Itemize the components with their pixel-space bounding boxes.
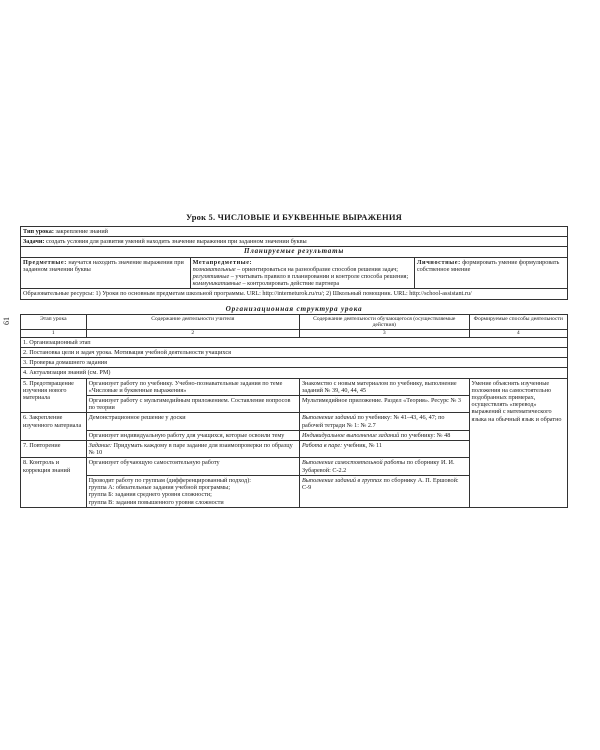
- stage-5-student-1: Знакомство с новым материалом по учебнику, выполнение заданий № 39, 40, 44, 45: [299, 378, 469, 395]
- stage-3: 3. Проверка домашнего задания: [21, 358, 568, 368]
- stage-6-student-2-label: Индивидуальное выполнение заданий: [301, 431, 400, 439]
- tasks-row: [21, 237, 568, 247]
- competency: Умение объяснять изученные положения на самостоятельно подобранных примерах, осуществлять «перевод» выражений с математического языка на обычный язык и обратно: [469, 378, 567, 507]
- stage-row: [21, 348, 568, 358]
- personal-label: Личностные:: [416, 258, 461, 266]
- lesson-sheet: [20, 212, 568, 508]
- stage-6-student-2-value: по учебнику: № 48: [400, 431, 451, 439]
- stage-8-student-2-value: по сборнику А. П. Ершовой: С-9: [301, 476, 459, 492]
- personal-value: формировать умение формулировать собственное мнение: [416, 258, 560, 273]
- stage-6-student-1: [299, 413, 469, 430]
- lesson-type-row: [21, 227, 568, 237]
- stage-6-student-1-value: по учебнику: № 41–43, 46, 47; по рабочей тетради № 1: № 2.7: [301, 414, 445, 429]
- column-number: 1: [21, 330, 87, 337]
- stage-8-teacher-1: Организует обучающую самостоятельную работу: [86, 458, 299, 475]
- lesson-type-value: закрепление знаний: [55, 228, 108, 235]
- header-stage: Этап урока: [21, 314, 87, 330]
- resources: Образовательные ресурсы: 1) Уроки по основным предметам школьной программы. URL: http://interneturok.ru/ru/; 2) Школьный помощник. URL: http://school-assistant.ru/: [21, 289, 568, 299]
- page-number: 61: [2, 317, 11, 325]
- stage-8-student-2-label: Выполнение заданий в группах: [301, 476, 382, 484]
- stage-8-student-1: [299, 458, 469, 475]
- subject-results: [21, 257, 191, 289]
- stage-8-name: 8. Контроль и коррекция знаний: [21, 458, 87, 507]
- header-row: [21, 314, 568, 330]
- lesson-title: Урок 5. ЧИСЛОВЫЕ И БУКВЕННЫЕ ВЫРАЖЕНИЯ: [185, 212, 403, 222]
- stage-8-group-b: группа Б: задания среднего уровня сложности;: [88, 491, 212, 499]
- personal-results: [414, 257, 567, 289]
- stage-2: 2. Постановка цели и задач урока. Мотивация учебной деятельности учащихся: [21, 348, 568, 358]
- stage-8-teacher-2-intro: Проводит работу по группам (дифференцированный подход):: [88, 476, 251, 484]
- header-teacher: Содержание деятельности учителя: [86, 314, 299, 330]
- stage-6-student-2: [299, 430, 469, 440]
- header-student: Содержание деятельности обучающегося (осуществляемые действия): [299, 314, 469, 330]
- stage-5-student-2: Мультимедийное приложение. Раздел «Теория». Ресурс № 3: [299, 396, 469, 413]
- stage-row: [21, 358, 568, 368]
- structure-title: Организационная структура урока: [225, 304, 363, 313]
- meta-label: Метапредметные:: [192, 258, 253, 266]
- cognitive-value: – ориентироваться на разнообразие способов решения задач;: [237, 265, 398, 273]
- meta-results: [190, 257, 414, 289]
- stage-6-teacher-1: Демонстрационное решение у доски: [86, 413, 299, 430]
- stage-7-student-value: учебник, № 11: [343, 442, 383, 450]
- stage-7-teacher: [86, 441, 299, 458]
- stage-6-student-1-label: Выполнение заданий: [301, 414, 356, 422]
- stage-row: [21, 368, 568, 378]
- stage-5-teacher-1: Организует работу по учебнику. Учебно-познавательные задания по теме «Числовые и буквенные выражения»: [86, 378, 299, 395]
- stage-5-name: 5. Предотвращение изучения нового материала: [21, 378, 87, 413]
- tasks-label: Задачи:: [23, 238, 45, 246]
- stage-8-student-2: [299, 475, 469, 507]
- stage-5-row-1: [21, 378, 568, 395]
- stage-6-teacher-2: Организует индивидуальную работу для учащихся, которые освоили тему: [86, 430, 299, 440]
- structure-table: [20, 314, 568, 508]
- number-row: [21, 330, 568, 337]
- stage-5-teacher-2: Организует работу с мультимедийным приложением. Составление вопросов по теории: [86, 396, 299, 413]
- stage-8-student-1-value: по сборнику И. И. Зубаревой: С-2.2: [301, 459, 455, 474]
- stage-7-student: [299, 441, 469, 458]
- column-number: 2: [86, 330, 299, 337]
- regulative-value: – учитывать правило в планировании и контроле способа решения;: [230, 273, 409, 281]
- resources-row: [21, 289, 568, 299]
- cognitive-label: познавательные: [192, 265, 236, 273]
- stage-row: [21, 337, 568, 347]
- tasks-value: создать условия для развития умений находить значение выражения при заданном значении буквы: [46, 238, 307, 246]
- results-title-row: [21, 247, 568, 257]
- stage-8-student-1-label: Выполнение самостоятельной работы: [301, 459, 406, 467]
- stage-7-name: 7. Повторение: [21, 441, 87, 458]
- stage-6-name: 6. Закрепление изученного материала: [21, 413, 87, 441]
- results-title: Планируемые результаты: [21, 247, 568, 257]
- stage-7-teacher-label: Задание:: [88, 442, 112, 450]
- column-number: 4: [469, 330, 567, 337]
- communicative-label: коммуникативные: [192, 280, 241, 288]
- subject-label: Предметные:: [23, 258, 67, 266]
- column-number: 3: [299, 330, 469, 337]
- stage-7-student-label: Работа в паре:: [301, 442, 343, 450]
- lesson-info-table: [20, 226, 568, 300]
- results-row: [21, 257, 568, 289]
- stage-8-teacher-2: [86, 475, 299, 507]
- communicative-value: – контролировать действие партнера: [242, 280, 340, 288]
- lesson-type-label: Тип урока:: [23, 228, 54, 235]
- stage-8-group-c: группа В: задания повышенного уровня сложности: [88, 498, 224, 506]
- stage-4: 4. Актуализация знаний (см. РМ): [21, 368, 568, 378]
- stage-1: 1. Организационный этап: [21, 337, 568, 347]
- stage-8-group-a: группа А: обязательные задания учебной программы;: [88, 484, 231, 492]
- stage-7-teacher-value: Придумать каждому в паре задание для взаимопроверки по образцу № 10: [88, 442, 293, 457]
- regulative-label: регулятивные: [192, 273, 230, 281]
- subject-value: научатся находить значение выражения при заданном значении буквы: [23, 258, 184, 273]
- header-competency: Формируемые способы деятельности: [469, 314, 567, 330]
